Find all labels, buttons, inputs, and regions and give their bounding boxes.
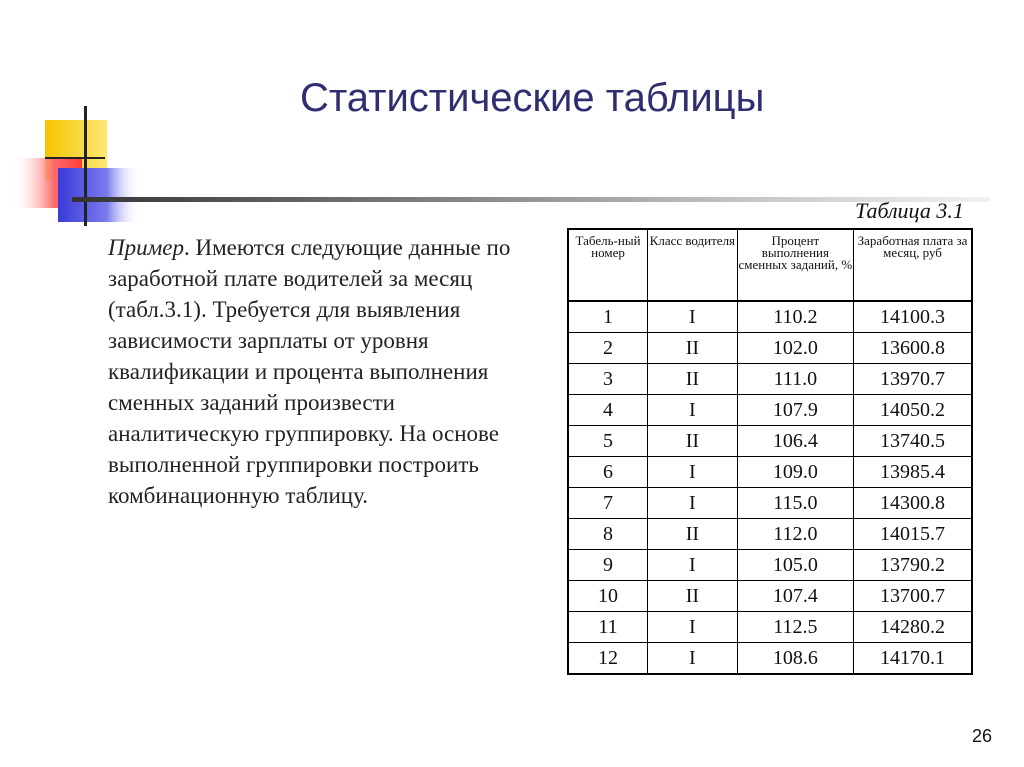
table-cell: 7 bbox=[568, 488, 648, 519]
table-header-row bbox=[568, 229, 972, 301]
table-row bbox=[568, 364, 972, 395]
table-cell: 111.0 bbox=[737, 364, 853, 395]
table-row bbox=[568, 550, 972, 581]
table-cell: 6 bbox=[568, 457, 648, 488]
header-salary: Заработная плата за месяц, руб bbox=[854, 229, 972, 301]
table-cell: 14015.7 bbox=[854, 519, 972, 550]
table-cell: 8 bbox=[568, 519, 648, 550]
table-cell: 112.5 bbox=[737, 612, 853, 643]
table-cell: I bbox=[648, 612, 738, 643]
header-tab-number: Табель-ный номер bbox=[568, 229, 648, 301]
table-cell: 105.0 bbox=[737, 550, 853, 581]
example-body: . Имеются следующие данные по заработной плате водителей за месяц (табл.3.1). Требуется для выявления зависимости зарплаты от уровня квалификации и процента выполнения сменных заданий произвести аналитическую группировку. На основе выполненной группировки построить комбинационную таблицу. bbox=[108, 235, 511, 508]
table-cell: 112.0 bbox=[737, 519, 853, 550]
table-cell: 11 bbox=[568, 612, 648, 643]
slide-title: Статистические таблицы bbox=[300, 76, 765, 120]
header-driver-class: Класс водителя bbox=[648, 229, 738, 301]
table-row bbox=[568, 643, 972, 675]
table-cell: 5 bbox=[568, 426, 648, 457]
table-cell: 12 bbox=[568, 643, 648, 675]
table-row bbox=[568, 333, 972, 364]
table-cell: 13985.4 bbox=[854, 457, 972, 488]
table-cell: I bbox=[648, 395, 738, 426]
table-cell: II bbox=[648, 581, 738, 612]
title-divider bbox=[72, 197, 990, 202]
table-cell: 14280.2 bbox=[854, 612, 972, 643]
table-cell: 13700.7 bbox=[854, 581, 972, 612]
table-cell: 107.9 bbox=[737, 395, 853, 426]
table-cell: 4 bbox=[568, 395, 648, 426]
table-cell: I bbox=[648, 457, 738, 488]
table-cell: 13600.8 bbox=[854, 333, 972, 364]
table-row bbox=[568, 581, 972, 612]
table-cell: 3 bbox=[568, 364, 648, 395]
table-row bbox=[568, 426, 972, 457]
table-cell: 14300.8 bbox=[854, 488, 972, 519]
table-row bbox=[568, 395, 972, 426]
table-cell: 109.0 bbox=[737, 457, 853, 488]
table-cell: 9 bbox=[568, 550, 648, 581]
header-task-percent: Процент выполнения сменных заданий, % bbox=[737, 229, 853, 301]
table-cell: 13970.7 bbox=[854, 364, 972, 395]
table-cell: I bbox=[648, 488, 738, 519]
table-cell: 14100.3 bbox=[854, 301, 972, 333]
table-cell: 102.0 bbox=[737, 333, 853, 364]
table-caption: Таблица 3.1 bbox=[855, 198, 964, 223]
table-cell: 108.6 bbox=[737, 643, 853, 675]
table-cell: II bbox=[648, 364, 738, 395]
example-lead: Пример bbox=[108, 235, 184, 260]
table-cell: II bbox=[648, 333, 738, 364]
table-cell: 110.2 bbox=[737, 301, 853, 333]
table-cell: 2 bbox=[568, 333, 648, 364]
example-paragraph bbox=[108, 232, 548, 511]
table-cell: 14050.2 bbox=[854, 395, 972, 426]
table-cell: I bbox=[648, 301, 738, 333]
table-cell: II bbox=[648, 426, 738, 457]
table-cell: 14170.1 bbox=[854, 643, 972, 675]
table-row bbox=[568, 301, 972, 333]
table-cell: I bbox=[648, 643, 738, 675]
table-cell: II bbox=[648, 519, 738, 550]
driver-salary-table bbox=[567, 228, 973, 675]
table-cell: 107.4 bbox=[737, 581, 853, 612]
table-cell: 13790.2 bbox=[854, 550, 972, 581]
table-row bbox=[568, 519, 972, 550]
page-number: 26 bbox=[972, 726, 993, 746]
table-cell: 13740.5 bbox=[854, 426, 972, 457]
table-cell: 1 bbox=[568, 301, 648, 333]
table-cell: 10 bbox=[568, 581, 648, 612]
table-cell: I bbox=[648, 550, 738, 581]
table-body bbox=[568, 301, 972, 674]
table-cell: 115.0 bbox=[737, 488, 853, 519]
table-cell: 106.4 bbox=[737, 426, 853, 457]
table-row bbox=[568, 457, 972, 488]
table-row bbox=[568, 612, 972, 643]
table-row bbox=[568, 488, 972, 519]
